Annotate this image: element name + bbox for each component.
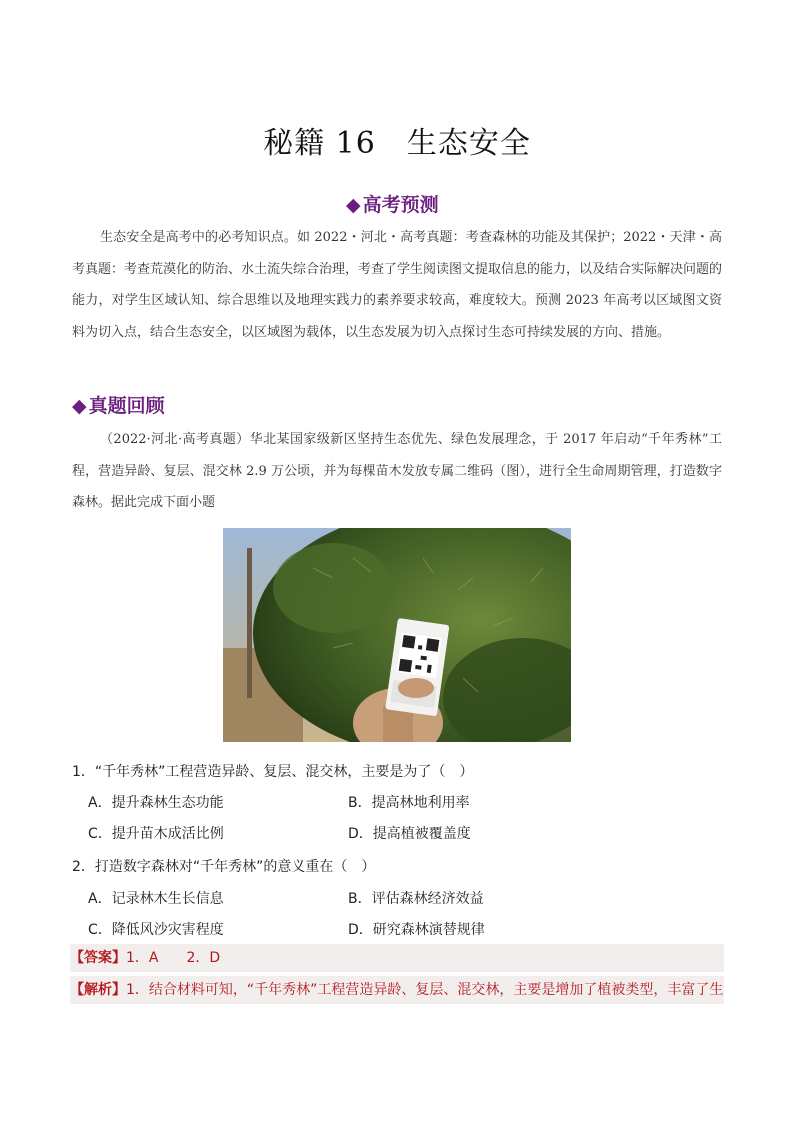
analysis-text: 1．结合材料可知，“千年秀林”工程营造异龄、复层、混交林，主要是增加了植被类型，丰富了生 (126, 982, 724, 998)
question-1-option-d: D．提高植被覆盖度 (348, 826, 471, 842)
question-2-option-b: B．评估森林经济效益 (348, 891, 484, 907)
analysis-line (70, 976, 724, 1004)
section-heading-review (72, 391, 165, 418)
analysis-tag: 【解析】 (70, 982, 126, 998)
question-1: 1．“千年秀林”工程营造异龄、复层、混交林，主要是为了（ ） (72, 764, 474, 780)
section-heading-label: 真题回顾 (88, 395, 165, 417)
answer-tag: 【答案】 (70, 950, 126, 966)
question-1-option-c: C．提升苗木成活比例 (88, 826, 224, 842)
passage-paragraph: （2022·河北·高考真题）华北某国家级新区坚持生态优先、绿色发展理念，于 2017 年启动“千年秀林”工程，营造异龄、复层、混交林 2.9 万公顷，并为每棵苗木发放专属二维码（图），进行全生命周期管理，打造数字森林。据此完成下面小题 (72, 432, 722, 510)
page-title: 秘籍 16 生态安全 (263, 126, 531, 161)
answer-text: 1．A 2．D (126, 950, 221, 966)
diamond-icon: ◆ (72, 395, 87, 417)
question-2: 2．打造数字森林对“千年秀林”的意义重在（ ） (72, 859, 376, 875)
answer-line (70, 944, 724, 972)
question-1-option-b: B．提高林地利用率 (348, 795, 470, 811)
section-heading-label: 高考预测 (362, 194, 439, 216)
photo-illustration (223, 528, 571, 742)
intro-paragraph: 生态安全是高考中的必考知识点。如 2022・河北・高考真题：考查森林的功能及其保护；2022・天津・高考真题：考查荒漠化的防治、水土流失综合治理，考查了学生阅读图文提取信息的能力，以及结合实际解决问题的能力，对学生区域认知、综合思维以及地理实践力的素养要求较高，难度较大。预测 2023 年高考以区域图文资料为切入点，结合生态安全，以区域图为载体，以生态发展为切入点探讨生态可持续发展的方向、措施。 (72, 230, 723, 340)
section-heading-forecast (346, 190, 439, 217)
qr-tree-photo (223, 528, 571, 742)
diamond-icon: ◆ (346, 194, 361, 216)
question-1-option-a: A．提升森林生态功能 (88, 795, 224, 811)
question-2-option-c: C．降低风沙灾害程度 (88, 922, 224, 938)
question-2-option-a: A．记录林木生长信息 (88, 891, 224, 907)
question-2-option-d: D．研究森林演替规律 (348, 922, 485, 938)
